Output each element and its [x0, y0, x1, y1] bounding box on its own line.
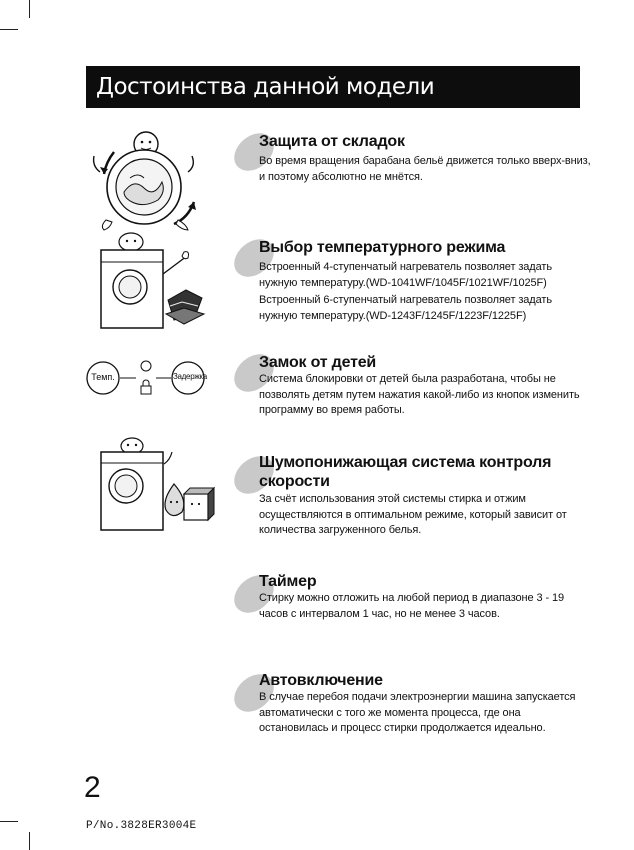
feature-noise-control: [232, 453, 592, 541]
feature-heading: Защита от складок: [259, 133, 405, 150]
crop-mark: [0, 29, 18, 30]
part-number: P/No.3828ER3004E: [86, 820, 197, 832]
temperature-washer-illustration: [96, 232, 216, 332]
feature-description: [259, 492, 592, 539]
feature-auto-restart: [232, 671, 592, 739]
feature-heading: Замок от детей: [259, 354, 377, 371]
feature-paragraph: Стирку можно отложить на любой период в диапазоне 3 - 19 часов с интервалом 1 час, но не менее 3 часов.: [259, 592, 565, 620]
feature-heading: Таймер: [259, 573, 317, 590]
feature-description: [259, 154, 592, 185]
feature-paragraph: В случае перебоя подачи электроэнергии машина запускается автоматически с того же момента процесса, где она остановилась и процесс стирки продолжается идеально.: [259, 691, 576, 734]
feature-description: [259, 591, 592, 622]
feature-paragraph: Встроенный 6-ступенчатый нагреватель позволяет задать нужную температуру.(WD-1243F/1245F/1223F/1225F): [259, 294, 552, 322]
feature-paragraph: Система блокировки от детей была разработана, чтобы не позволять детям путем нажатия какой-либо из кнопок изменить программу во время работы.: [259, 373, 580, 416]
feature-timer: [232, 572, 592, 624]
feature-temperature: [232, 238, 592, 326]
feature-paragraph: Встроенный 4-ступенчатый нагреватель позволяет задать нужную температуру.(WD-1041WF/1045F/1021WF/1025F): [259, 261, 552, 289]
anti-wrinkle-drum-illustration: [86, 122, 198, 232]
feature-child-lock: [232, 353, 592, 421]
crop-mark: [29, 0, 30, 18]
feature-heading: Автовключение: [259, 672, 383, 689]
temp-button-label: Темп.: [91, 372, 115, 382]
feature-description: [259, 260, 592, 324]
crop-mark: [0, 821, 18, 822]
page-title: Достоинства данной модели: [86, 66, 580, 108]
crop-mark: [29, 832, 30, 850]
page-number: 2: [84, 771, 101, 804]
feature-anti-wrinkle: [232, 132, 592, 187]
feature-description: [259, 690, 592, 737]
delay-button-label: Задержка: [173, 372, 207, 381]
feature-heading: Выбор температурного режима: [259, 239, 506, 256]
feature-paragraph: За счёт использования этой системы стирка и отжим осуществляются в оптимальном режиме, который зависит от количества загруженного белья.: [259, 493, 567, 536]
child-lock-illustration: [86, 356, 210, 402]
feature-description: [259, 372, 592, 419]
feature-heading: Шумопонижающая система контроля скорости: [259, 454, 552, 490]
noise-control-illustration: [98, 436, 216, 534]
feature-paragraph: Во время вращения барабана бельё движется только вверх-вниз, и поэтому абсолютно не мнётся.: [259, 155, 591, 183]
